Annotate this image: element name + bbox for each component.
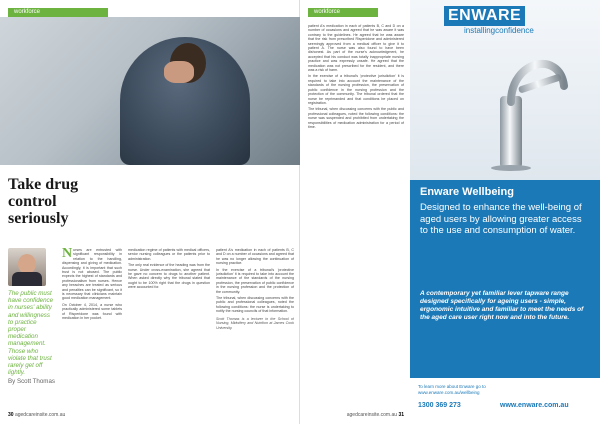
footer-site-left[interactable]: agedcareinsite.com.au — [14, 412, 66, 418]
footer-right — [347, 412, 404, 418]
enware-advertisement[interactable] — [410, 0, 600, 424]
page-number-left: 30 — [8, 412, 14, 418]
section-label: workforce — [8, 8, 108, 17]
ad-product-area — [410, 0, 600, 180]
ad-subheading: Designed to enhance the well-being of aged users by allowing greater access to the use and consumption of water. — [420, 202, 582, 236]
ad-body-text: A contemporary yet familiar lever tapware range designed specifically for ageing users - simple, ergonomic intuitive and familiar to meet the needs of the aged care user right now and into the future. — [420, 290, 584, 321]
col3b-text: In the exercise of a tribunal's 'protective jurisdiction' it is required to take into account the maintenance of the standards of the nursing profession, the preservation of public confidence in the nursing profession and the protection of the community. — [216, 267, 294, 294]
body-column-4 — [308, 24, 404, 408]
ad-phone[interactable]: 1300 369 273 — [418, 402, 461, 409]
pull-quote — [8, 290, 56, 386]
tap-icon — [460, 40, 580, 172]
photo-hand — [164, 61, 194, 83]
author-suit — [12, 272, 42, 286]
drop-cap: N — [62, 248, 73, 261]
ad-heading: Enware Wellbeing — [420, 186, 514, 198]
col4c-text: The tribunal, when discussing concerns with the public and professional colleagues, noted the following conditions: the nurse was suspended and prohibited from undertaking the responsibilities of medication administration for a period of time. — [308, 107, 404, 129]
author-avatar — [8, 248, 46, 286]
col2-text: medication regime of patients with medical officers, senior nursing colleagues or the patients prior to administration. — [128, 248, 210, 261]
enware-logo: ENWARE — [444, 6, 525, 26]
body-column-2 — [128, 248, 210, 408]
section-label-right: workforce — [308, 8, 378, 17]
footer-site-right[interactable]: agedcareinsite.com.au — [346, 412, 398, 418]
col3c-text: The tribunal, when discussing concerns with the public and professional colleagues, noted the following conditions: the nurse is undertaking to notify the nursing councils of that information. — [216, 296, 294, 314]
col1-text: urses are entrusted with significant responsibility in relation to the handling, dispensing and giving of medication. Accordingly, it is important that such trust is not abused. The public expects the highest of standards and professionalism from nurses. Hence any breaches are treated as serious and penalties can be significant, so it is necessary that clinicians maintain good medication management. — [62, 248, 122, 301]
page-number-right: 31 — [398, 412, 404, 418]
right-page — [300, 0, 600, 424]
ad-contact-note: To learn more about Enware go to www.enware.com.au/wellbeing — [418, 384, 486, 395]
author-face — [18, 254, 36, 274]
footer-left — [8, 412, 65, 418]
col1b-text: On October 4, 2014, a nurse who practically administered some tablets of Risperidone was found with medication in her pocket. — [62, 302, 122, 321]
pull-quote-text: The public must have confidence in nurses' ability and willingness to practice proper medication management. Those who violate that trust rarely get off lightly. — [8, 290, 54, 377]
body-column-3 — [216, 248, 294, 408]
author-bio: Scott Thomas is a lecturer in the School of Nursing, Midwifery and Nutrition at James Cook University. — [216, 316, 294, 330]
article-title: Take drug control seriously — [8, 176, 79, 227]
body-column-1 — [62, 248, 122, 408]
byline: By Scott Thomas — [8, 378, 55, 386]
col2b-text: The only real evidence of the heading was from the nurse. Under cross-examination, she agreed that he gave no concern to drugs to another patient. When asked directly why the tribunal stated that ought to be 100% right that the drugs in question were accounted for. — [128, 263, 210, 290]
ad-tagline: installingconfidence — [464, 26, 534, 35]
col4b-text: In the exercise of a tribunal's 'protective jurisdiction' it is required to take into account the maintenance of the standards of the nursing profession, the preservation of public confidence in the nursing profession and the protection of the community. The tribunal ordered that the nurse be reprimanded and that conditions be placed on registration. — [308, 74, 404, 105]
ad-website-link[interactable]: www.enware.com.au — [500, 402, 569, 409]
ad-contact-bar — [410, 378, 600, 424]
col3-text: patient A's medication in each of patients B, C and D on a number of occasions and agreed that he was no longer allowing the continuation of nursing practice. — [216, 248, 294, 266]
hero-photo — [0, 17, 300, 165]
col4-text: patient A's medication in each of patients B, C and D on a number of occasions and agreed that he was aware it was contrary to the guidelines. He agreed that he was aware that the risk from prescribed Risperidone and administered seemingly approved from a medical officer to give it to patient A. The nurse was also found to have been dishonest. As part of the nurse's acknowledgment, he accepted that his conduct was totally inappropriate nursing practice and was expressly unsafe. He agreed that the medication was not prescribed for the resident, and there was a risk of harm. — [308, 24, 404, 73]
